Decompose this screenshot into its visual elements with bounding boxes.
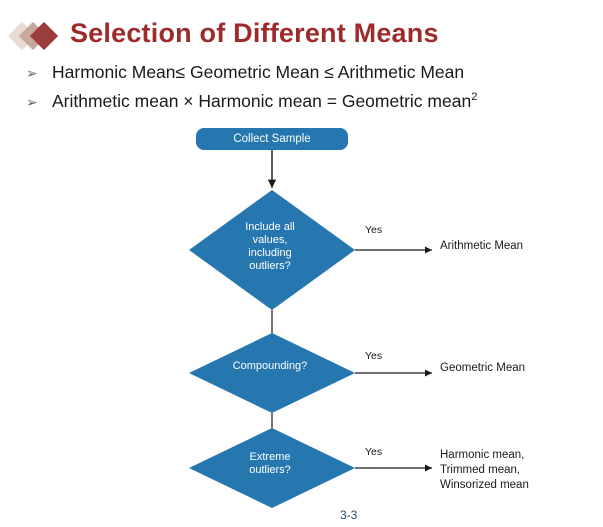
flow-output-3 — [440, 448, 529, 493]
decision-3-line-1: Extreme — [249, 451, 291, 463]
decision-1-line-4: outliers? — [249, 260, 291, 272]
slide-number: 3-3 — [340, 508, 358, 522]
decision-1-line-3: including — [248, 247, 292, 259]
decision-1-line-2: values, — [252, 234, 288, 246]
diamond-logo-icon — [12, 22, 64, 50]
flowchart — [0, 128, 603, 527]
decision-1-line-1: Include all — [245, 221, 295, 233]
edge-label-yes-1: Yes — [365, 224, 383, 236]
output-3-line-3: Winsorized mean — [440, 479, 529, 491]
page-title: Selection of Different Means — [70, 18, 439, 48]
bullet-arrow-icon: ➢ — [26, 94, 38, 110]
bullet-text-superscript: 2 — [471, 91, 478, 104]
bullet-text-main: Arithmetic mean × Harmonic mean = Geometric mean — [52, 91, 472, 111]
slide-header — [0, 10, 603, 54]
output-1-line-1: Arithmetic Mean — [440, 240, 524, 252]
list-item — [26, 62, 586, 83]
bullet-text: Harmonic Mean≤ Geometric Mean ≤ Arithmetic Mean — [52, 62, 465, 82]
decision-2-line-1: Compounding? — [232, 360, 308, 372]
edge-label-yes-2: Yes — [365, 350, 383, 362]
bullet-text — [52, 91, 477, 112]
flow-node-start: Collect Sample — [233, 133, 311, 145]
list-item — [26, 91, 586, 112]
flow-output-2 — [440, 361, 525, 376]
flow-output-1 — [440, 239, 523, 254]
bullet-list — [26, 62, 586, 120]
edge-label-yes-3: Yes — [365, 446, 383, 458]
decision-3-line-2: outliers? — [249, 464, 291, 476]
output-3-line-1: Harmonic mean, — [440, 449, 525, 461]
output-3-line-2: Trimmed mean, — [440, 464, 521, 476]
output-2-line-1: Geometric Mean — [440, 362, 526, 374]
bullet-arrow-icon: ➢ — [26, 65, 38, 81]
